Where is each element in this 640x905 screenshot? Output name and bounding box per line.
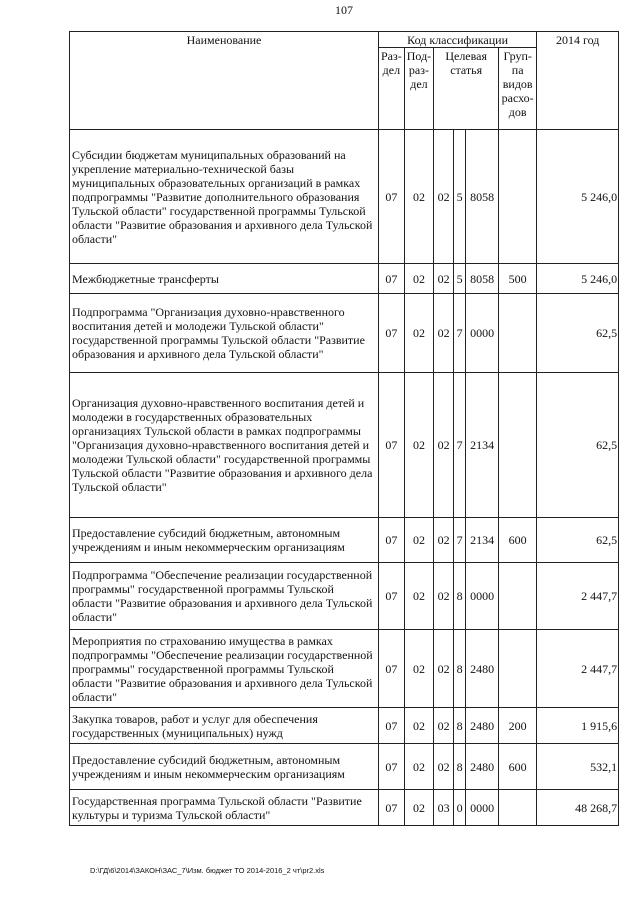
row-amount: 1 915,6: [537, 708, 619, 744]
row-razdel: 07: [379, 563, 405, 630]
row-target-program: 02: [434, 563, 454, 630]
row-podrazdel: 02: [404, 630, 433, 708]
row-target-direction: 2480: [466, 630, 499, 708]
row-expense-group: [499, 630, 537, 708]
row-target-direction: 2134: [466, 518, 499, 563]
row-podrazdel: 02: [404, 294, 433, 373]
row-target-direction: 0000: [466, 790, 499, 826]
row-target-program: 02: [434, 130, 454, 264]
row-name: Мероприятия по страхованию имущества в рамках подпрограммы "Обеспечение реализации государственной программы" государственной программы Тульской области "Развитие образования и архивного дела Тульской области": [70, 630, 379, 708]
row-target-program: 02: [434, 744, 454, 790]
row-name: Предоставление субсидий бюджетным, автономным учреждениям и иным некоммерческим организациям: [70, 518, 379, 563]
table-row: [70, 518, 619, 563]
row-name: Подпрограмма "Организация духовно-нравственного воспитания детей и молодежи Тульской области" государственной программы Тульской области "Развитие образования и архивного дела Тульской области": [70, 294, 379, 373]
row-target-program: 02: [434, 264, 454, 294]
table-body: [70, 130, 619, 826]
row-name: Субсидии бюджетам муниципальных образований на укрепление материально-технической базы муниципальных образовательных организаций в рамках подпрограммы "Развитие дополнительного образования Тульской области" государственной программы Тульской области "Развитие образования и архивного дела Тульской области": [70, 130, 379, 264]
row-target-subprogram: 8: [454, 744, 466, 790]
row-name: Межбюджетные трансферты: [70, 264, 379, 294]
footer-file-path: D:\ГД\6\2014\ЗАКОН\ЗАС_7\Изм. бюджет ТО 2014-2016_2 чт\pr2.xls: [90, 866, 325, 875]
row-amount: 5 246,0: [537, 264, 619, 294]
row-razdel: 07: [379, 744, 405, 790]
row-name: Государственная программа Тульской области "Развитие культуры и туризма Тульской области": [70, 790, 379, 826]
table-row: [70, 744, 619, 790]
table-row: [70, 563, 619, 630]
row-target-subprogram: 8: [454, 630, 466, 708]
row-target-direction: 2480: [466, 744, 499, 790]
row-target-subprogram: 7: [454, 294, 466, 373]
row-amount: 2 447,7: [537, 630, 619, 708]
row-podrazdel: 02: [404, 744, 433, 790]
row-target-subprogram: 7: [454, 373, 466, 518]
row-target-program: 02: [434, 518, 454, 563]
row-target-subprogram: 5: [454, 264, 466, 294]
row-razdel: 07: [379, 630, 405, 708]
row-target-direction: 2134: [466, 373, 499, 518]
row-target-program: 03: [434, 790, 454, 826]
row-target-subprogram: 8: [454, 708, 466, 744]
row-amount: 48 268,7: [537, 790, 619, 826]
row-razdel: 07: [379, 790, 405, 826]
table-row: [70, 630, 619, 708]
row-expense-group: [499, 563, 537, 630]
header-year: 2014 год: [537, 32, 619, 130]
row-target-direction: 2480: [466, 708, 499, 744]
row-razdel: 07: [379, 708, 405, 744]
row-podrazdel: 02: [404, 708, 433, 744]
table-row: [70, 373, 619, 518]
row-amount: 5 246,0: [537, 130, 619, 264]
row-expense-group: 500: [499, 264, 537, 294]
row-expense-group: [499, 790, 537, 826]
table-row: [70, 294, 619, 373]
header-name: Наименование: [70, 32, 379, 130]
row-razdel: 07: [379, 294, 405, 373]
header-podrazdel: Под-раз-дел: [404, 48, 433, 130]
budget-table: [69, 31, 619, 826]
row-razdel: 07: [379, 373, 405, 518]
row-razdel: 07: [379, 130, 405, 264]
row-razdel: 07: [379, 264, 405, 294]
row-name: Подпрограмма "Обеспечение реализации государственной программы" государственной программы Тульской области "Развитие образования и архивного дела Тульской области": [70, 563, 379, 630]
row-target-direction: 0000: [466, 563, 499, 630]
header-group: Груп-па видов расхо-дов: [499, 48, 537, 130]
row-target-program: 02: [434, 294, 454, 373]
row-target-direction: 8058: [466, 130, 499, 264]
row-podrazdel: 02: [404, 130, 433, 264]
row-target-direction: 8058: [466, 264, 499, 294]
row-target-subprogram: 7: [454, 518, 466, 563]
row-target-program: 02: [434, 373, 454, 518]
row-podrazdel: 02: [404, 264, 433, 294]
row-target-program: 02: [434, 708, 454, 744]
row-podrazdel: 02: [404, 563, 433, 630]
row-podrazdel: 02: [404, 790, 433, 826]
table-row: [70, 708, 619, 744]
row-amount: 532,1: [537, 744, 619, 790]
row-target-subprogram: 5: [454, 130, 466, 264]
row-target-subprogram: 0: [454, 790, 466, 826]
row-expense-group: 600: [499, 518, 537, 563]
row-podrazdel: 02: [404, 518, 433, 563]
row-expense-group: [499, 294, 537, 373]
row-expense-group: [499, 130, 537, 264]
page-number: 107: [335, 3, 353, 17]
table-row: [70, 264, 619, 294]
row-expense-group: 200: [499, 708, 537, 744]
row-expense-group: [499, 373, 537, 518]
row-name: Организация духовно-нравственного воспитания детей и молодежи в государственных образовательных организациях Тульской области в рамках подпрограммы "Организация духовно-нравственного воспитания детей и молодежи Тульской области" государственной программы Тульской области "Развитие образования и архивного дела Тульской области": [70, 373, 379, 518]
row-amount: 2 447,7: [537, 563, 619, 630]
row-target-subprogram: 8: [454, 563, 466, 630]
table-row: [70, 790, 619, 826]
row-amount: 62,5: [537, 294, 619, 373]
row-name: Предоставление субсидий бюджетным, автономным учреждениям и иным некоммерческим организациям: [70, 744, 379, 790]
row-target-direction: 0000: [466, 294, 499, 373]
row-podrazdel: 02: [404, 373, 433, 518]
header-code-group: Код классификации: [379, 32, 537, 48]
row-expense-group: 600: [499, 744, 537, 790]
table-row: [70, 130, 619, 264]
row-amount: 62,5: [537, 518, 619, 563]
header-target: Целевая статья: [434, 48, 499, 130]
row-name: Закупка товаров, работ и услуг для обеспечения государственных (муниципальных) нужд: [70, 708, 379, 744]
row-amount: 62,5: [537, 373, 619, 518]
header-razdel: Раз-дел: [379, 48, 405, 130]
row-target-program: 02: [434, 630, 454, 708]
row-razdel: 07: [379, 518, 405, 563]
